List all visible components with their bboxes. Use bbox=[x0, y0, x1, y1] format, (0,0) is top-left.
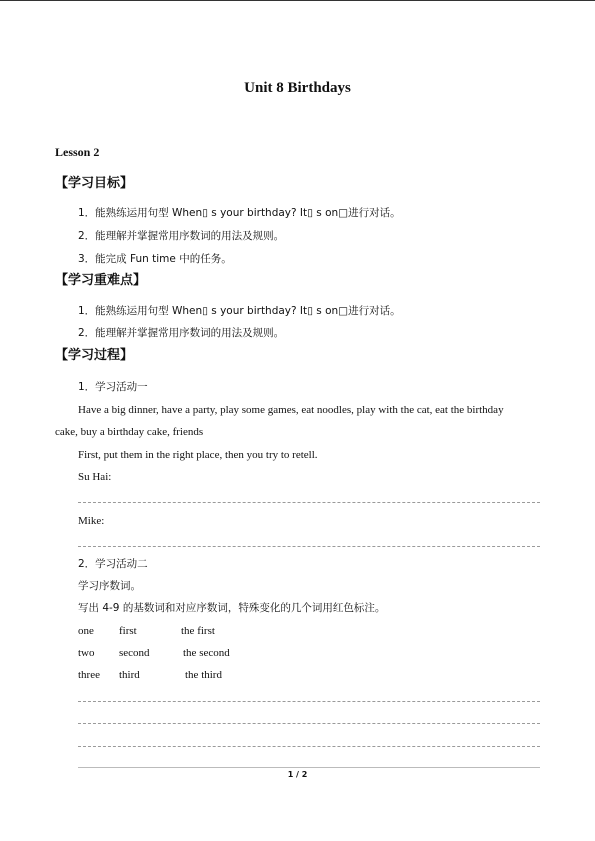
answer-line bbox=[78, 723, 540, 724]
goal-item: 3．能完成 Fun time 中的任务。 bbox=[78, 253, 232, 265]
ordinal-phrase: the second bbox=[183, 647, 230, 659]
activity2-label: 2．学习活动二 bbox=[78, 558, 148, 570]
goal-item: 1．能熟练运用句型 When▯ s your birthday? It▯ s on□进行对话。 bbox=[78, 207, 401, 219]
page-number: 1 / 2 bbox=[287, 770, 308, 779]
cardinal-word: two bbox=[78, 647, 95, 659]
answer-line bbox=[78, 546, 540, 547]
goal-item: 2．能理解并掌握常用序数词的用法及规则。 bbox=[78, 230, 285, 242]
key-points-heading: 【学习重难点】 bbox=[55, 273, 147, 288]
lesson-heading: Lesson 2 bbox=[55, 145, 100, 159]
cardinal-word: one bbox=[78, 625, 94, 637]
key-point-item: 1．能熟练运用句型 When▯ s your birthday? It▯ s on□进行对话。 bbox=[78, 305, 401, 317]
process-heading: 【学习过程】 bbox=[55, 348, 134, 363]
ordinal-phrase: the third bbox=[185, 669, 222, 681]
activity2-instruction: 写出 4-9 的基数词和对应序数词，特殊变化的几个词用红色标注。 bbox=[78, 602, 386, 614]
ordinal-word: second bbox=[119, 647, 150, 659]
activity1-label: 1．学习活动一 bbox=[78, 381, 148, 393]
activity1-phrases-cont: cake, buy a birthday cake, friends bbox=[55, 426, 204, 438]
ordinal-word: third bbox=[119, 669, 140, 681]
top-border bbox=[0, 0, 595, 1]
mike-label: Mike: bbox=[78, 515, 105, 527]
answer-line bbox=[78, 502, 540, 503]
answer-line bbox=[78, 746, 540, 747]
ordinal-word: first bbox=[119, 625, 137, 637]
answer-line bbox=[78, 767, 540, 768]
su-hai-label: Su Hai: bbox=[78, 471, 112, 483]
answer-line bbox=[78, 701, 540, 702]
cardinal-word: three bbox=[78, 669, 100, 681]
page-title: Unit 8 Birthdays bbox=[244, 80, 351, 96]
activity2-subtitle: 学习序数词。 bbox=[78, 580, 141, 592]
ordinal-phrase: the first bbox=[181, 625, 215, 637]
activity1-instruction: First, put them in the right place, then you try to retell. bbox=[78, 449, 318, 461]
key-point-item: 2．能理解并掌握常用序数词的用法及规则。 bbox=[78, 327, 285, 339]
goals-heading: 【学习目标】 bbox=[55, 176, 134, 191]
activity1-phrases: Have a big dinner, have a party, play some games, eat noodles, play with the cat, eat the birthday bbox=[78, 404, 504, 416]
